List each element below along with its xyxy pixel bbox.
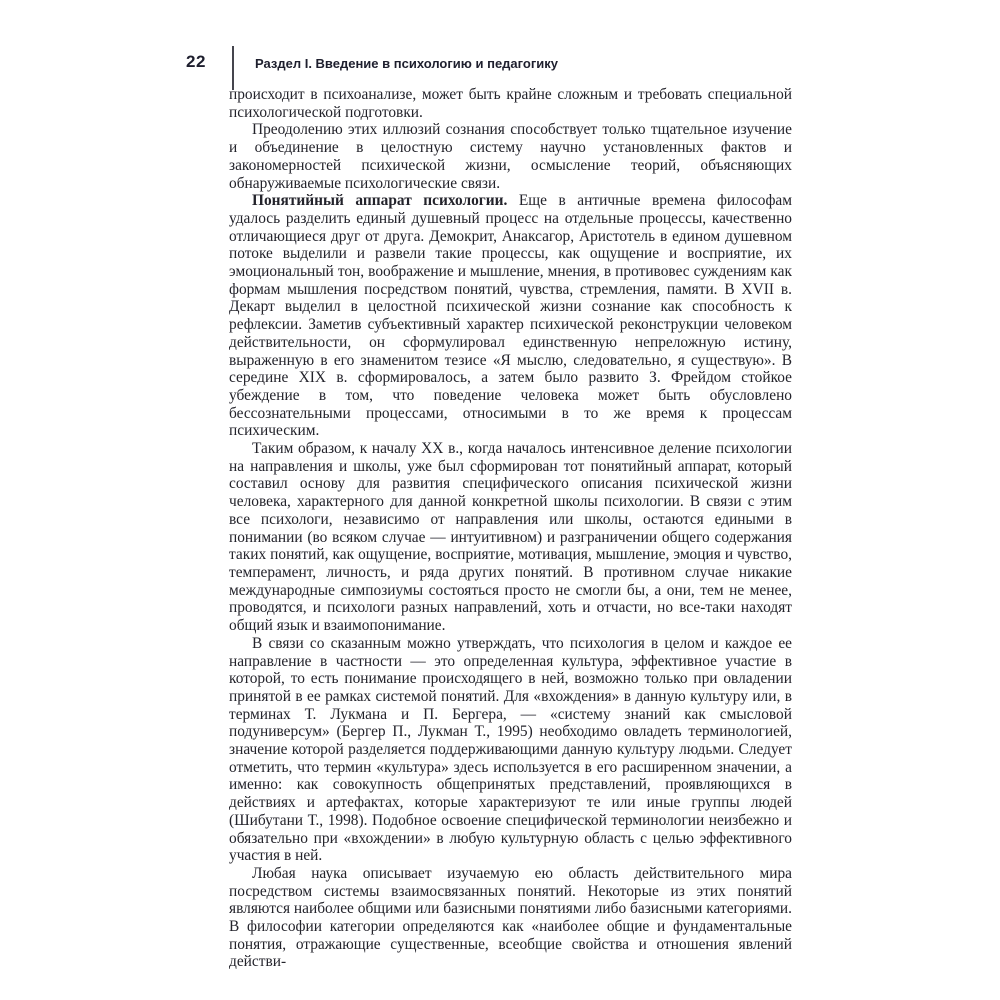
paragraph-lead: Понятийный аппарат психологии. bbox=[252, 192, 508, 210]
paragraph: Любая наука описывает изучаемую ею область действительного мира посредством системы взаимосвязанных понятий. Некоторые из этих понятий являются наиболее общими или базисными понятиями либо базисными категориями. В философии категории определяются как «наиболее общие и фундаментальные понятия, отражающие существенные, всеобщие свойства и отношения явлений действи- bbox=[229, 864, 792, 971]
running-title: Раздел I. Введение в психологию и педагогику bbox=[255, 56, 558, 71]
paragraph: Таким образом, к началу XX в., когда началось интенсивное деление психологии на направления и школы, уже был сформирован тот понятийный аппарат, который составил основу для развития специфического описания психической жизни человека, характерного для данной конкретной школы психологии. В связи с этим все психологи, независимо от направления или школы, остаются едиными в понимании (во всяком случае — интуитивном) и разграничении общего содержания таких понятий, как ощущение, восприятие, мотивация, мышление, эмоция и чувство, темперамент, личность, и ряда других понятий. В противном случае никакие международные симпозиумы состояться просто не смогли бы, а они, тем не менее, проводятся, и психологи разных направлений, хоть и отчасти, но все-таки находят общий язык и взаимопонимание. bbox=[229, 440, 792, 635]
paragraph: Преодолению этих иллюзий сознания способствует только тщательное изучение и объединение в целостную систему научно установленных фактов и закономерностей психической жизни, осмысление теорий, объясняющих обнаруживаемые психологические связи. bbox=[229, 121, 792, 192]
header-divider bbox=[232, 46, 234, 90]
paragraph bbox=[229, 192, 792, 440]
paragraph-text: Еще в античные времена философам удалось разделить единый душевный процесс на отдельные процессы, качественно отличающиеся друг от друга. Демокрит, Анаксагор, Аристотель в едином душевном потоке выделили и развели такие процессы, как ощущение и восприятие, их эмоциональный тон, воображение и мышление, мнения, в противовес суждениям как формам мышления посредством понятий, чувства, стремления, памяти. В XVII в. Декарт выделил в целостной психической жизни сознание как способность к рефлексии. Заметив субъективный характер психической реконструкции человеком действительности, он сформулировал единственную непреложную истину, выраженную в его знаменитом тезисе «Я мыслю, следовательно, я существую». В середине XIX в. сформировалось, а затем было развито З. Фрейдом стойкое убеждение в том, что поведение человека может быть обусловлено бессознательными процессами, относимыми в то же время к процессам психическим. bbox=[229, 192, 792, 440]
paragraph-continuation: происходит в психоанализе, может быть крайне сложным и требовать специальной психологической подготовки. bbox=[229, 86, 792, 121]
page-number: 22 bbox=[186, 52, 206, 71]
page-body bbox=[229, 86, 792, 971]
paragraph: В связи со сказанным можно утверждать, что психология в целом и каждое ее направление в частности — это определенная культура, эффективное участие в которой, то есть понимание происходящего в ней, возможно только при овладении принятой в ее рамках системой понятий. Для «вхождения» в данную культуру или, в терминах Т. Лукмана и П. Бергера, — «систему знаний как смысловой подуниверсум» (Бергер П., Лукман Т., 1995) необходимо овладеть терминологией, значение которой разделяется поддерживающими данную культуру людьми. Следует отметить, что термин «культура» здесь используется в его расширенном значении, а именно: как совокупность общепринятых представлений, проявляющихся в действиях и артефактах, которые характеризуют те или иные группы людей (Шибутани Т., 1998). Подобное освоение специфической терминологии неизбежно и обязательно при «вхождении» в любую культурную область с целью эффективного участия в ней. bbox=[229, 634, 792, 865]
